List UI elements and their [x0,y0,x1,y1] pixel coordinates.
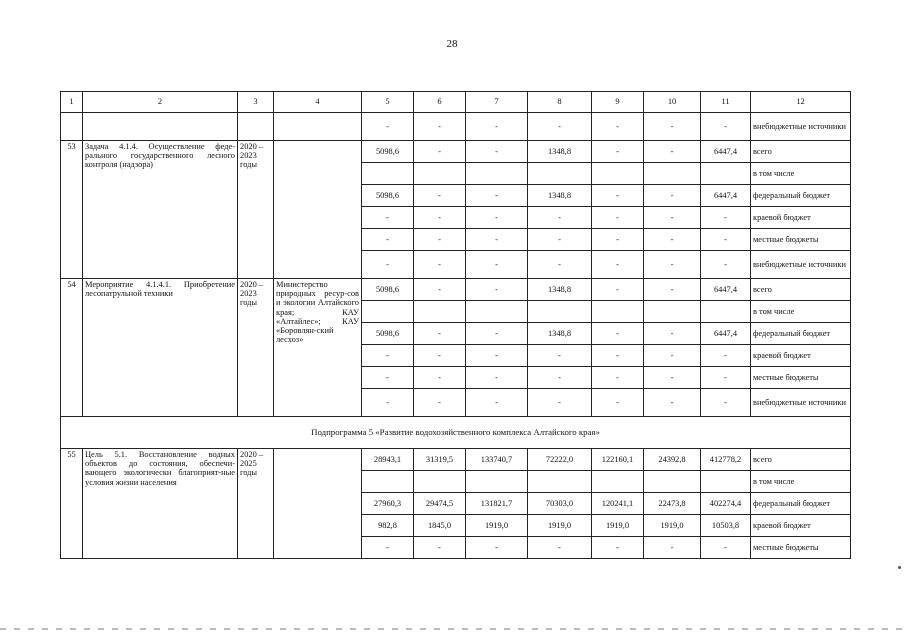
value-cell: - [414,113,466,141]
source-cell: краевой бюджет [751,345,851,367]
table-row [61,449,851,471]
value-cell: - [362,389,414,417]
value-cell: 6447,4 [701,185,751,207]
value-cell: 27960,3 [362,493,414,515]
source-cell: в том числе [751,301,851,323]
row-executor [274,449,362,559]
page-number: 28 [446,38,458,50]
row-period: 2020 – 2023 годы [238,141,274,279]
source-cell: внебюджетные источники [751,113,851,141]
value-cell: - [592,251,644,279]
value-cell: - [592,279,644,301]
row-name: Цель 5.1. Восстановление водных объектов до состояния, обеспечи-вающего экологически благоприят-ные условия жизни населения [83,449,238,559]
value-cell: - [414,251,466,279]
source-cell: в том числе [751,471,851,493]
value-cell: - [414,185,466,207]
value-cell: - [644,367,701,389]
value-cell: 1348,8 [528,279,592,301]
col-header: 8 [528,92,592,113]
value-cell: - [701,367,751,389]
value-cell: - [592,229,644,251]
value-cell: 29474,5 [414,493,466,515]
value-cell: - [592,389,644,417]
value-cell: - [362,113,414,141]
value-cell: - [466,323,528,345]
value-cell: 5098,6 [362,279,414,301]
value-cell: 10503,8 [701,515,751,537]
scan-speck [898,566,901,569]
value-cell: - [528,251,592,279]
value-cell: - [362,345,414,367]
value-cell: 982,8 [362,515,414,537]
value-cell: - [466,113,528,141]
value-cell: - [592,367,644,389]
table-row [61,141,851,163]
value-cell: 6447,4 [701,323,751,345]
value-cell: - [414,323,466,345]
col-header: 12 [751,92,851,113]
value-cell: 6447,4 [701,279,751,301]
subprogram-row [61,417,851,449]
value-cell: 1919,0 [528,515,592,537]
value-cell: - [466,229,528,251]
source-cell: всего [751,279,851,301]
value-cell: - [414,345,466,367]
scan-edge [0,628,904,630]
source-cell: местные бюджеты [751,537,851,559]
value-cell: 131821,7 [466,493,528,515]
value-cell: - [528,229,592,251]
value-cell: 120241,1 [592,493,644,515]
value-cell: - [528,367,592,389]
value-cell: 1919,0 [592,515,644,537]
value-cell: - [528,113,592,141]
value-cell: - [362,537,414,559]
value-cell: 1348,8 [528,323,592,345]
value-cell: 31319,5 [414,449,466,471]
funding-table [60,91,851,559]
value-cell: - [414,141,466,163]
value-cell: - [466,367,528,389]
value-cell: - [701,537,751,559]
value-cell: - [414,279,466,301]
value-cell: 122160,1 [592,449,644,471]
value-cell: - [466,389,528,417]
value-cell: - [592,141,644,163]
row-number: 53 [61,141,83,279]
col-header: 10 [644,92,701,113]
value-cell: - [644,113,701,141]
value-cell: 72222,0 [528,449,592,471]
value-cell: - [644,229,701,251]
col-header: 7 [466,92,528,113]
value-cell: - [644,323,701,345]
value-cell: - [644,537,701,559]
value-cell: 412778,2 [701,449,751,471]
value-cell: - [701,113,751,141]
value-cell: - [644,185,701,207]
value-cell: - [701,345,751,367]
source-cell: всего [751,141,851,163]
value-cell: - [414,229,466,251]
value-cell: 1919,0 [644,515,701,537]
source-cell: краевой бюджет [751,207,851,229]
value-cell: - [414,207,466,229]
value-cell: - [362,367,414,389]
value-cell: - [528,207,592,229]
value-cell: - [644,389,701,417]
value-cell: - [528,537,592,559]
value-cell: - [592,185,644,207]
value-cell: - [592,345,644,367]
row-number: 54 [61,279,83,417]
col-header: 5 [362,92,414,113]
col-header: 3 [238,92,274,113]
value-cell: - [414,537,466,559]
value-cell: 24392,8 [644,449,701,471]
value-cell: - [592,113,644,141]
value-cell: - [644,251,701,279]
value-cell: - [414,389,466,417]
value-cell: - [701,389,751,417]
value-cell: - [592,323,644,345]
col-header: 11 [701,92,751,113]
row-period: 2020 – 2023 годы [238,279,274,417]
source-cell: в том числе [751,163,851,185]
row-executor: Министерство природных ресур-сов и экологии Алтайского края; КАУ «Алтайлес»; КАУ «Боровлян-ский лесхоз» [274,279,362,417]
source-cell: федеральный бюджет [751,323,851,345]
value-cell: - [362,207,414,229]
value-cell: - [701,207,751,229]
value-cell: 28943,1 [362,449,414,471]
value-cell: - [528,389,592,417]
value-cell: - [466,537,528,559]
row-number: 55 [61,449,83,559]
row-period: 2020 – 2025 годы [238,449,274,559]
value-cell: 70303,0 [528,493,592,515]
value-cell: - [644,345,701,367]
value-cell: 1348,8 [528,185,592,207]
source-cell: федеральный бюджет [751,185,851,207]
source-cell: местные бюджеты [751,229,851,251]
header-row [61,92,851,113]
col-header: 2 [83,92,238,113]
value-cell: 22473,8 [644,493,701,515]
value-cell: - [644,207,701,229]
value-cell: 1348,8 [528,141,592,163]
value-cell: 402274,4 [701,493,751,515]
value-cell: - [592,537,644,559]
value-cell: - [644,141,701,163]
source-cell: внебюджетные источники [751,389,851,417]
row-name: Мероприятие 4.1.4.1. Приобретение лесопатрульной техники [83,279,238,417]
value-cell: - [362,229,414,251]
col-header: 1 [61,92,83,113]
row-name: Задача 4.1.4. Осуществление феде-рального государственного лесного контроля (надзора) [83,141,238,279]
value-cell: 5098,6 [362,185,414,207]
col-header: 6 [414,92,466,113]
value-cell: - [466,207,528,229]
value-cell: - [466,141,528,163]
source-cell: федеральный бюджет [751,493,851,515]
value-cell: - [592,207,644,229]
source-cell: внебюджетные источники [751,251,851,279]
value-cell: - [466,251,528,279]
row-executor [274,141,362,279]
value-cell: 6447,4 [701,141,751,163]
source-cell: краевой бюджет [751,515,851,537]
value-cell: - [466,185,528,207]
value-cell: - [644,279,701,301]
value-cell: 133740,7 [466,449,528,471]
subprogram-title: Подпрограмма 5 «Развитие водохозяйственного комплекса Алтайского края» [61,417,851,449]
value-cell: - [528,345,592,367]
value-cell: - [414,367,466,389]
table-row [61,113,851,141]
source-cell: всего [751,449,851,471]
col-header: 4 [274,92,362,113]
value-cell: - [466,345,528,367]
table-row [61,279,851,301]
value-cell: - [466,279,528,301]
value-cell: - [701,251,751,279]
value-cell: 1845,0 [414,515,466,537]
value-cell: - [701,229,751,251]
value-cell: 5098,6 [362,323,414,345]
value-cell: - [362,251,414,279]
value-cell: 1919,0 [466,515,528,537]
value-cell: 5098,6 [362,141,414,163]
source-cell: местные бюджеты [751,367,851,389]
col-header: 9 [592,92,644,113]
